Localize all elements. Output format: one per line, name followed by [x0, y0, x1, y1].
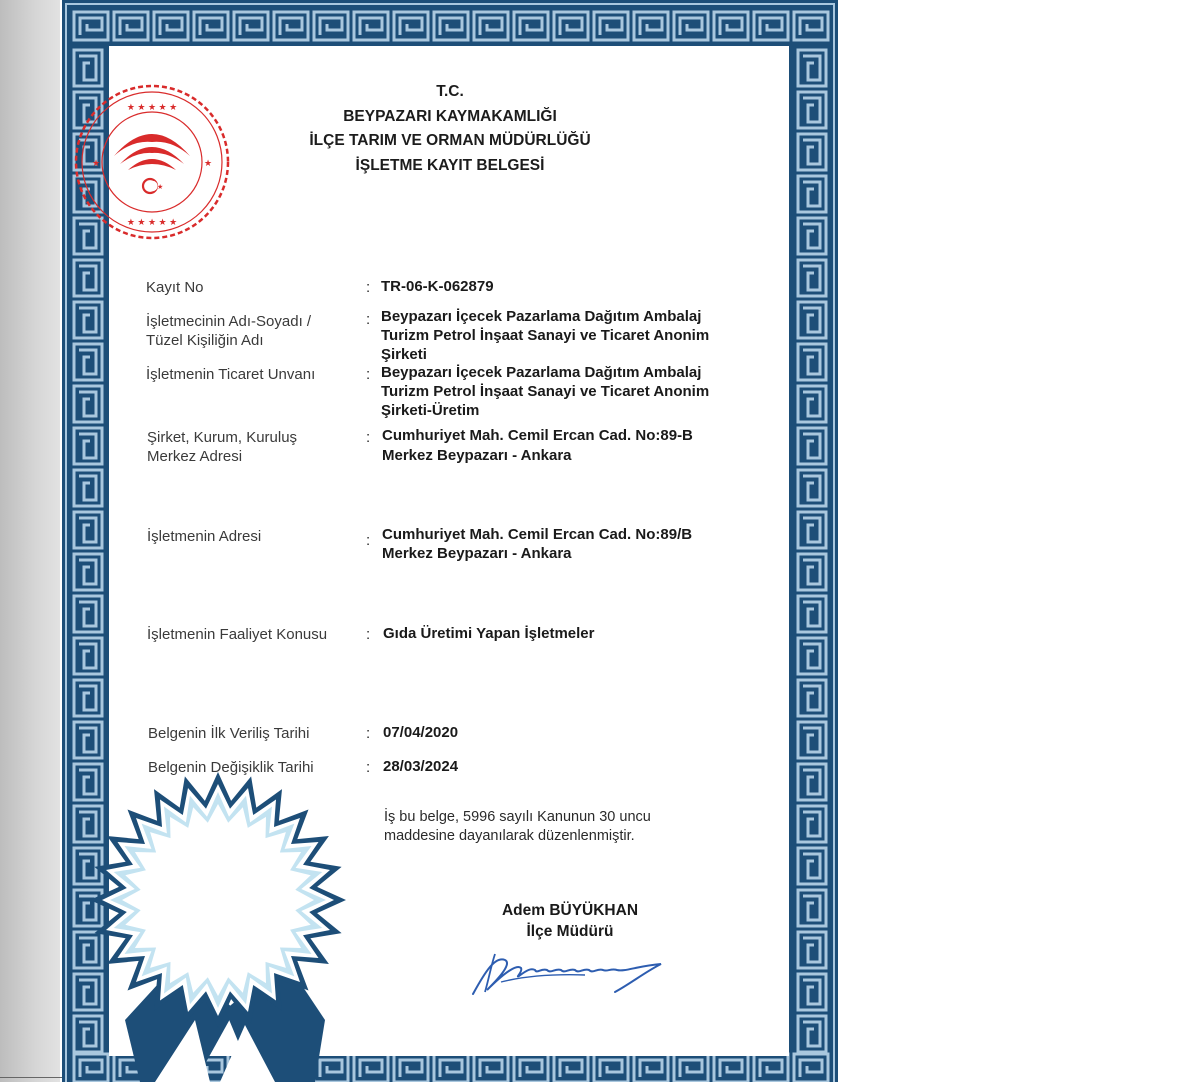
border-tile	[798, 974, 826, 1010]
label-degisiklik-tarihi: Belgenin Değişiklik Tarihi	[148, 759, 314, 776]
border-tile	[74, 50, 102, 86]
label-isletmeci-line1: İşletmecinin Adı-Soyadı /	[146, 313, 312, 330]
header-mudurluk: İLÇE TARIM VE ORMAN MÜDÜRLÜĞÜ	[309, 132, 591, 149]
svg-text:★ ★ ★ ★ ★: ★ ★ ★ ★ ★	[126, 217, 178, 227]
border-tile	[594, 12, 628, 40]
border-tile	[114, 12, 148, 40]
border-tile	[798, 260, 826, 296]
border-tile	[594, 1054, 628, 1082]
border-tile	[634, 12, 668, 40]
border-tile	[798, 50, 826, 86]
border-tile	[754, 12, 788, 40]
bottom-rule	[0, 1077, 62, 1078]
border-tile	[74, 428, 102, 464]
border-tile	[798, 470, 826, 506]
label-ilk-verilis-tarihi: Belgenin İlk Veriliş Tarihi	[148, 725, 310, 742]
label-kayit-no: Kayıt No	[146, 279, 204, 296]
value-merkez-adresi-line1: Cumhuriyet Mah. Cemil Ercan Cad. No:89-B	[382, 427, 693, 444]
border-tile	[798, 512, 826, 548]
header-kaymakamlik: BEYPAZARI KAYMAKAMLIĞI	[343, 107, 557, 125]
border-tile	[74, 302, 102, 338]
border-tile	[74, 12, 108, 40]
label-merkez-adresi-line2: Merkez Adresi	[147, 448, 243, 465]
border-tile	[754, 1054, 788, 1082]
label-merkez-adresi-line1: Şirket, Kurum, Kuruluş	[147, 429, 298, 446]
header-tc: T.C.	[436, 83, 464, 100]
label-ticaret-unvani: İşletmenin Ticaret Unvanı	[146, 366, 316, 383]
colon: :	[366, 311, 371, 328]
border-tile	[798, 848, 826, 884]
border-tile	[74, 260, 102, 296]
border-tile	[798, 134, 826, 170]
value-isletmeci-line2: Turizm Petrol İnşaat Sanayi ve Ticaret Anonim	[381, 327, 710, 344]
border-tile	[798, 92, 826, 128]
border-tile	[798, 680, 826, 716]
border-tile	[798, 596, 826, 632]
border-tile	[394, 12, 428, 40]
colon: :	[366, 366, 371, 383]
border-tile	[798, 806, 826, 842]
border-tile	[794, 12, 828, 40]
border-tile	[74, 344, 102, 380]
border-tile	[74, 722, 102, 758]
signer-name: Adem BÜYÜKHAN	[501, 902, 639, 919]
ministry-seal-icon	[72, 82, 232, 242]
legal-statement	[384, 808, 714, 846]
border-tile	[74, 554, 102, 590]
border-tile	[74, 596, 102, 632]
border-tile	[314, 12, 348, 40]
label-isletme-adresi: İşletmenin Adresi	[147, 528, 262, 545]
border-tile	[674, 1054, 708, 1082]
colon: :	[366, 532, 371, 549]
value-isletme-adresi-line1: Cumhuriyet Mah. Cemil Ercan Cad. No:89/B	[382, 526, 693, 543]
value-isletmeci-line3: Şirketi	[381, 346, 427, 363]
colon: :	[366, 429, 371, 446]
border-tile	[194, 12, 228, 40]
border-tile	[554, 12, 588, 40]
value-ilk-verilis-tarihi: 07/04/2020	[383, 724, 459, 741]
border-tile	[514, 1054, 548, 1082]
border-tile	[354, 1054, 388, 1082]
border-tile	[74, 638, 102, 674]
value-kayit-no: TR-06-K-062879	[381, 278, 494, 295]
border-tile	[798, 890, 826, 926]
value-merkez-adresi-line2: Merkez Beypazarı - Ankara	[382, 447, 572, 464]
document-header	[240, 80, 660, 178]
border-tile	[798, 932, 826, 968]
border-tile	[434, 1054, 468, 1082]
svg-text:★: ★	[91, 158, 101, 168]
border-tile	[714, 1054, 748, 1082]
value-degisiklik-tarihi: 28/03/2024	[383, 758, 459, 775]
border-tile	[274, 12, 308, 40]
border-tile	[514, 12, 548, 40]
border-tile	[474, 1054, 508, 1082]
value-isletme-adresi-line2: Merkez Beypazarı - Ankara	[382, 545, 572, 562]
border-tile	[798, 428, 826, 464]
svg-text:★ ★ ★ ★ ★: ★ ★ ★ ★ ★	[126, 102, 178, 112]
border-tile	[474, 12, 508, 40]
border-tile	[798, 218, 826, 254]
border-tile	[74, 470, 102, 506]
value-ticaret-unvani-line2: Turizm Petrol İnşaat Sanayi ve Ticaret Anonim	[381, 383, 710, 400]
border-tile	[798, 1016, 826, 1052]
colon: :	[366, 626, 371, 643]
border-tile	[798, 722, 826, 758]
border-tile	[794, 1054, 828, 1082]
border-tile	[434, 12, 468, 40]
border-tile	[394, 1054, 428, 1082]
border-tile	[798, 638, 826, 674]
colon: :	[366, 725, 371, 742]
border-tile	[234, 12, 268, 40]
value-ticaret-unvani-line1: Beypazarı İçecek Pazarlama Dağıtım Ambalaj	[381, 364, 702, 381]
label-faaliyet-konusu: İşletmenin Faaliyet Konusu	[147, 626, 328, 643]
left-margin-strip	[0, 0, 60, 1082]
border-tile	[74, 386, 102, 422]
legal-line2: maddesine dayanılarak düzenlenmiştir.	[384, 828, 635, 844]
svg-text:★: ★	[157, 184, 164, 191]
border-tile	[798, 554, 826, 590]
border-tile	[354, 12, 388, 40]
header-belge-title: İŞLETME KAYIT BELGESİ	[355, 156, 545, 174]
border-tile	[798, 764, 826, 800]
svg-text:★: ★	[203, 158, 213, 168]
border-tile	[74, 680, 102, 716]
value-faaliyet-konusu: Gıda Üretimi Yapan İşletmeler	[383, 625, 595, 642]
border-tile	[674, 12, 708, 40]
label-isletmeci-line2: Tüzel Kişiliğin Adı	[146, 332, 264, 349]
border-tile	[798, 176, 826, 212]
border-tile	[798, 344, 826, 380]
border-tile	[798, 302, 826, 338]
border-tile	[154, 12, 188, 40]
colon: :	[366, 279, 371, 296]
border-tile	[798, 386, 826, 422]
signer-title: İlçe Müdürü	[526, 923, 614, 940]
handwritten-signature	[465, 942, 670, 1002]
border-tile	[714, 12, 748, 40]
colon: :	[366, 759, 371, 776]
border-tile	[554, 1054, 588, 1082]
border-tile	[74, 512, 102, 548]
rosette-badge-icon	[85, 770, 350, 1082]
value-isletmeci-line1: Beypazarı İçecek Pazarlama Dağıtım Ambalaj	[381, 308, 702, 325]
legal-line1: İş bu belge, 5996 sayılı Kanunun 30 uncu	[384, 809, 651, 825]
value-ticaret-unvani-line3: Şirketi-Üretim	[381, 402, 480, 419]
border-tile	[634, 1054, 668, 1082]
signer-block	[470, 900, 670, 942]
